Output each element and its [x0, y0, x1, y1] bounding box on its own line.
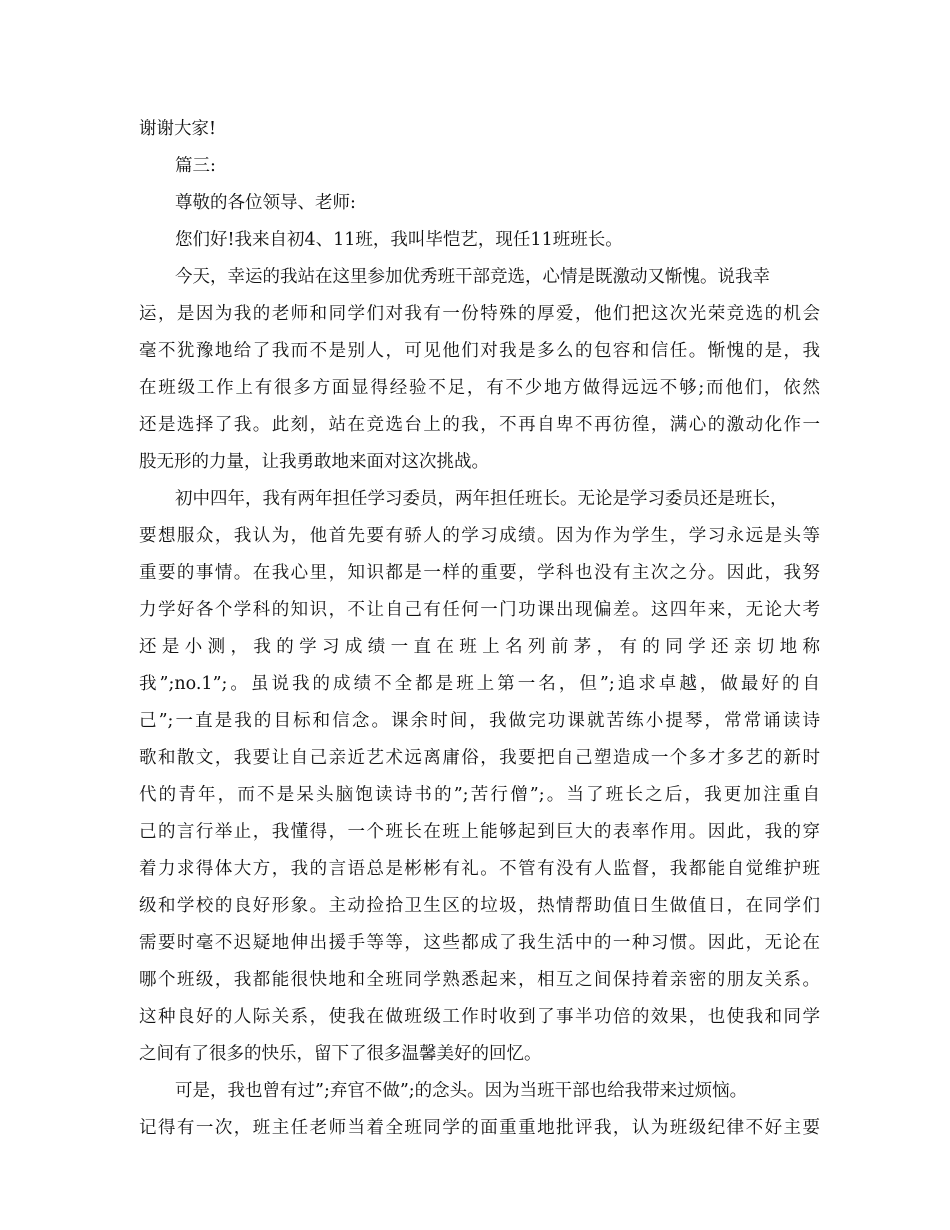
section-heading: 篇三: [175, 156, 216, 176]
text-line: 谢谢大家! [139, 119, 217, 139]
text-line: 还是选择了我。此刻，站在竞选台上的我，不再自卑不再彷徨，满心的激动化作一 [139, 415, 820, 435]
text-line: 代的青年，而不是呆头脑饱读诗书的”;苦行僧”;。当了班长之后，我更加注重自 [139, 785, 820, 805]
paragraph-start-line: 可是，我也曾有过”;弃官不做”;的念头。因为当班干部也给我带来过烦恼。 [175, 1081, 748, 1101]
text-line: 您们好!我来自初4、11班，我叫毕恺艺，现任11班班长。 [175, 230, 623, 250]
text-line: 己”;一直是我的目标和信念。课余时间，我做完功课就苦练小提琴，常常诵读诗 [139, 711, 820, 731]
text-line: 级和学校的良好形象。主动捡拾卫生区的垃圾，热情帮助值日生做值日，在同学们 [139, 896, 820, 916]
paragraph-start-line: 今天，幸运的我站在这里参加优秀班干部竞选，心情是既激动又惭愧。说我幸 [175, 267, 770, 287]
text-line: 己的言行举止，我懂得，一个班长在班上能够起到巨大的表率作用。因此，我的穿 [139, 822, 820, 842]
text-line: 着力求得体大方，我的言语总是彬彬有礼。不管有没有人监督，我都能自觉维护班 [139, 859, 820, 879]
text-line: 之间有了很多的快乐，留下了很多温馨美好的回忆。 [139, 1044, 542, 1064]
paragraph-start-line: 初中四年，我有两年担任学习委员，两年担任班长。无论是学习委员还是班长， [175, 489, 788, 509]
text-line: 在班级工作上有很多方面显得经验不足，有不少地方做得远远不够;而他们，依然 [139, 378, 820, 398]
text-line: 我”;no.1”;。虽说我的成绩不全都是班上第一名，但”;追求卓越，做最好的自 [139, 674, 820, 694]
text-line: 重要的事情。在我心里，知识都是一样的重要，学科也没有主次之分。因此，我努 [139, 563, 820, 583]
text-line: 股无形的力量，让我勇敢地来面对这次挑战。 [139, 452, 489, 472]
text-line: 这种良好的人际关系，使我在做班级工作时收到了事半功倍的效果，也使我和同学 [139, 1007, 820, 1027]
text-line: 还是小测，我的学习成绩一直在班上名列前茅，有的同学还亲切地称 [139, 637, 820, 657]
text-line: 运，是因为我的老师和同学们对我有一份特殊的厚爱，他们把这次光荣竞选的机会 [139, 304, 820, 324]
text-line: 毫不犹豫地给了我而不是别人，可见他们对我是多么的包容和信任。惭愧的是，我 [139, 341, 820, 361]
text-line: 需要时毫不迟疑地伸出援手等等，这些都成了我生活中的一种习惯。因此，无论在 [139, 933, 820, 953]
text-line: 力学好各个学科的知识，不让自己有任何一门功课出现偏差。这四年来，无论大考 [139, 600, 820, 620]
salutation: 尊敬的各位领导、老师: [175, 193, 356, 213]
text-line: 记得有一次，班主任老师当着全班同学的面重重地批评我，认为班级纪律不好主要 [139, 1118, 820, 1138]
text-line: 要想服众，我认为，他首先要有骄人的学习成绩。因为作为学生，学习永远是头等 [139, 526, 820, 546]
text-line: 哪个班级，我都能很快地和全班同学熟悉起来，相互之间保持着亲密的朋友关系。 [139, 970, 820, 990]
text-line: 歌和散文，我要让自己亲近艺术远离庸俗，我要把自己塑造成一个多才多艺的新时 [139, 748, 820, 768]
